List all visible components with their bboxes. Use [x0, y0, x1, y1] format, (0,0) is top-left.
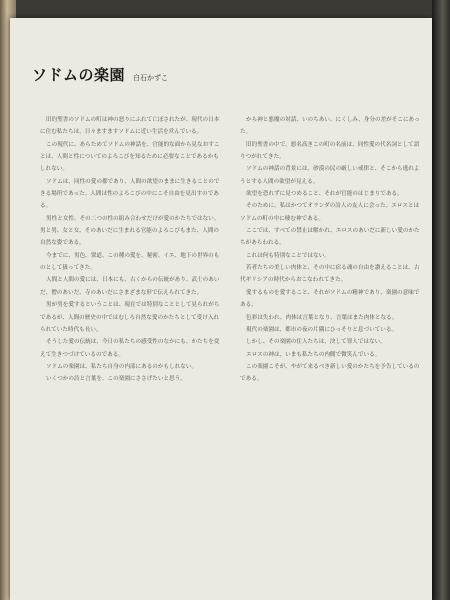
paragraph: 若者たちの美しい肉体と、その中に宿る魂の自由を讃えることは、古代ギリシアの時代からおこなわれてきた。: [240, 265, 420, 284]
book-page: [10, 18, 432, 600]
paragraph: エロスの神は、いまも私たちの内側で微笑んでいる。: [246, 351, 381, 358]
paragraph: これは何も特別なことではない。: [246, 252, 330, 259]
left-column: [40, 114, 220, 386]
paragraph: 現代の楽園は、都市の夜の片隅にひっそりと息づいている。: [246, 326, 398, 333]
paragraph: ここでは、すべての禁止は解かれ、エロスのあいだに新しい愛のかたちがあらわれる。: [240, 228, 420, 247]
paragraph: 色彩は失われ、肉体は言葉となり、言葉はまた肉体となる。: [246, 314, 398, 321]
paragraph: ソドムの神話の背景には、砂漠の民の厳しい戒律と、そこから逃れようとする人間の欲望が見える。: [240, 166, 420, 185]
paragraph: 旧約聖書のソドムの町は神の怒りにふれて亡ぼされたが、現代の日本に住む私たちは、日々ますますソドムに近い生活を営んでいる。: [40, 117, 220, 136]
paragraph: この現代に、あらためてソドムの神話を、官能的な面から見なおすことは、人間と性についてのよろこびを知るために必要なことであるかもしれない。: [40, 141, 220, 173]
paragraph: 人間と人間の愛には、日本にも、古くからの伝統があり、武士のあいだ、僧のあいだ、寺のあいだにさまざまな形で伝えられてきた。: [40, 277, 220, 296]
paragraph: ソドムの楽園は、私たち自身の内部にあるのかもしれない。: [46, 363, 198, 370]
article-header: [32, 64, 168, 85]
paragraph: から神と悪魔の対話、いのちあい、にくしみ、身分の差がそこにあった。: [240, 117, 420, 136]
paragraph: しかし、その楽園の住人たちは、決して罪人ではない。: [246, 339, 386, 346]
article-author: 白石かずこ: [133, 74, 169, 82]
article-title: ソドムの楽園: [32, 66, 126, 84]
paragraph: 男が男を愛するということは、現在では特別なこととして見られがちであるが、人間の歴史の中ではむしろ自然な愛のかたちとして受け入れられていた時代も長い。: [40, 302, 220, 333]
paragraph: 欲望を恐れずに見つめること、それが官能のはじまりである。: [246, 191, 403, 198]
paragraph: そうした愛の伝統は、今日の私たちの感受性のなかにも、かたちを変えて生きつづけているのである。: [40, 339, 220, 358]
paragraph: 今までに、男色、衆道、この種の愛を、秘密、イエ、地下の世界のものとして扱ってきた。: [40, 252, 220, 272]
book-back-edge: [432, 0, 450, 600]
paragraph: いくつかの詩と言葉を、この楽園にささげたいと思う。: [46, 376, 186, 383]
right-column: [240, 114, 424, 386]
paragraph: ソドムは、同性の愛の都であり、人間の欲望のままに生きることのできる場所であった。人間は性のよろこびの中にこそ自由を見出すのである。: [40, 178, 220, 210]
paragraph: この楽園こそが、やがて来るべき新しい愛のかたちを予告しているのである。: [240, 363, 420, 383]
paragraph: 愛するものを愛すること、それがソドムの精神であり、楽園の意味である。: [240, 289, 420, 309]
paragraph: 男性と女性、その二つの性の組み合わせだけが愛のかたちではない。男と男、女と女、そのあいだに生まれる官能のよろこびもまた、人間の自然な姿である。: [40, 215, 220, 247]
paragraph: 旧約聖書の中で、悪名高きこの町の名前は、同性愛の代名詞として語りつがれてきた。: [240, 141, 420, 161]
paragraph: そのために、私はかつてオランダの詩人の友人に会った。エロスとはソドムの町の中に棲む神である。: [240, 203, 420, 222]
